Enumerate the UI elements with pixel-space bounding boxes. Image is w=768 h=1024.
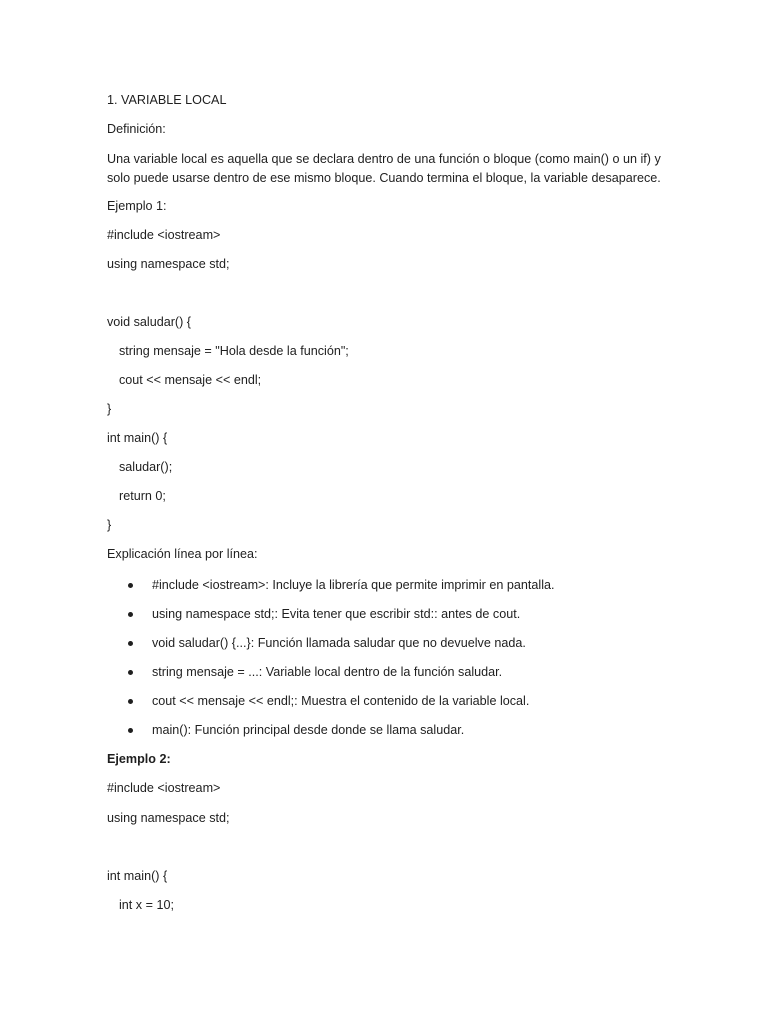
code-line: int x = 10; <box>119 898 174 912</box>
list-item-text: cout << mensaje << endl;: Muestra el contenido de la variable local. <box>152 694 530 708</box>
explanation-label: Explicación línea por línea: <box>107 547 258 561</box>
list-item-text: main(): Función principal desde donde se llama saludar. <box>152 723 465 737</box>
code-line: int main() { <box>107 869 168 883</box>
section-heading: 1. VARIABLE LOCAL <box>107 93 227 107</box>
definition-label: Definición: <box>107 122 166 136</box>
bullet-icon <box>128 641 133 646</box>
list-item-text: using namespace std;: Evita tener que escribir std:: antes de cout. <box>152 607 521 621</box>
bullet-icon <box>128 728 133 733</box>
code-line: using namespace std; <box>107 811 230 825</box>
list-item-text: void saludar() {...}: Función llamada saludar que no devuelve nada. <box>152 636 526 650</box>
definition-paragraph: Una variable local es aquella que se declara dentro de una función o bloque (como main() o un if) y solo puede usarse dentro de ese mismo bloque. Cuando termina el bloque, la variable desaparece. <box>107 152 661 185</box>
code-line: saludar(); <box>119 460 173 474</box>
code-line: string mensaje = "Hola desde la función"; <box>119 344 349 358</box>
code-line: return 0; <box>119 489 166 503</box>
code-line: #include <iostream> <box>107 781 221 795</box>
list-item-text: #include <iostream>: Incluye la librería que permite imprimir en pantalla. <box>152 578 555 592</box>
code-line: #include <iostream> <box>107 228 221 242</box>
bullet-icon <box>128 670 133 675</box>
bullet-icon <box>128 583 133 588</box>
code-line: using namespace std; <box>107 257 230 271</box>
bullet-icon <box>128 612 133 617</box>
code-line: int main() { <box>107 431 168 445</box>
bullet-icon <box>128 699 133 704</box>
list-item-text: string mensaje = ...: Variable local dentro de la función saludar. <box>152 665 503 679</box>
code-line: } <box>107 402 112 416</box>
code-line: } <box>107 518 112 532</box>
code-line: cout << mensaje << endl; <box>119 373 262 387</box>
example-1-label: Ejemplo 1: <box>107 199 167 213</box>
example-2-label: Ejemplo 2: <box>107 752 171 766</box>
code-line: void saludar() { <box>107 315 191 329</box>
